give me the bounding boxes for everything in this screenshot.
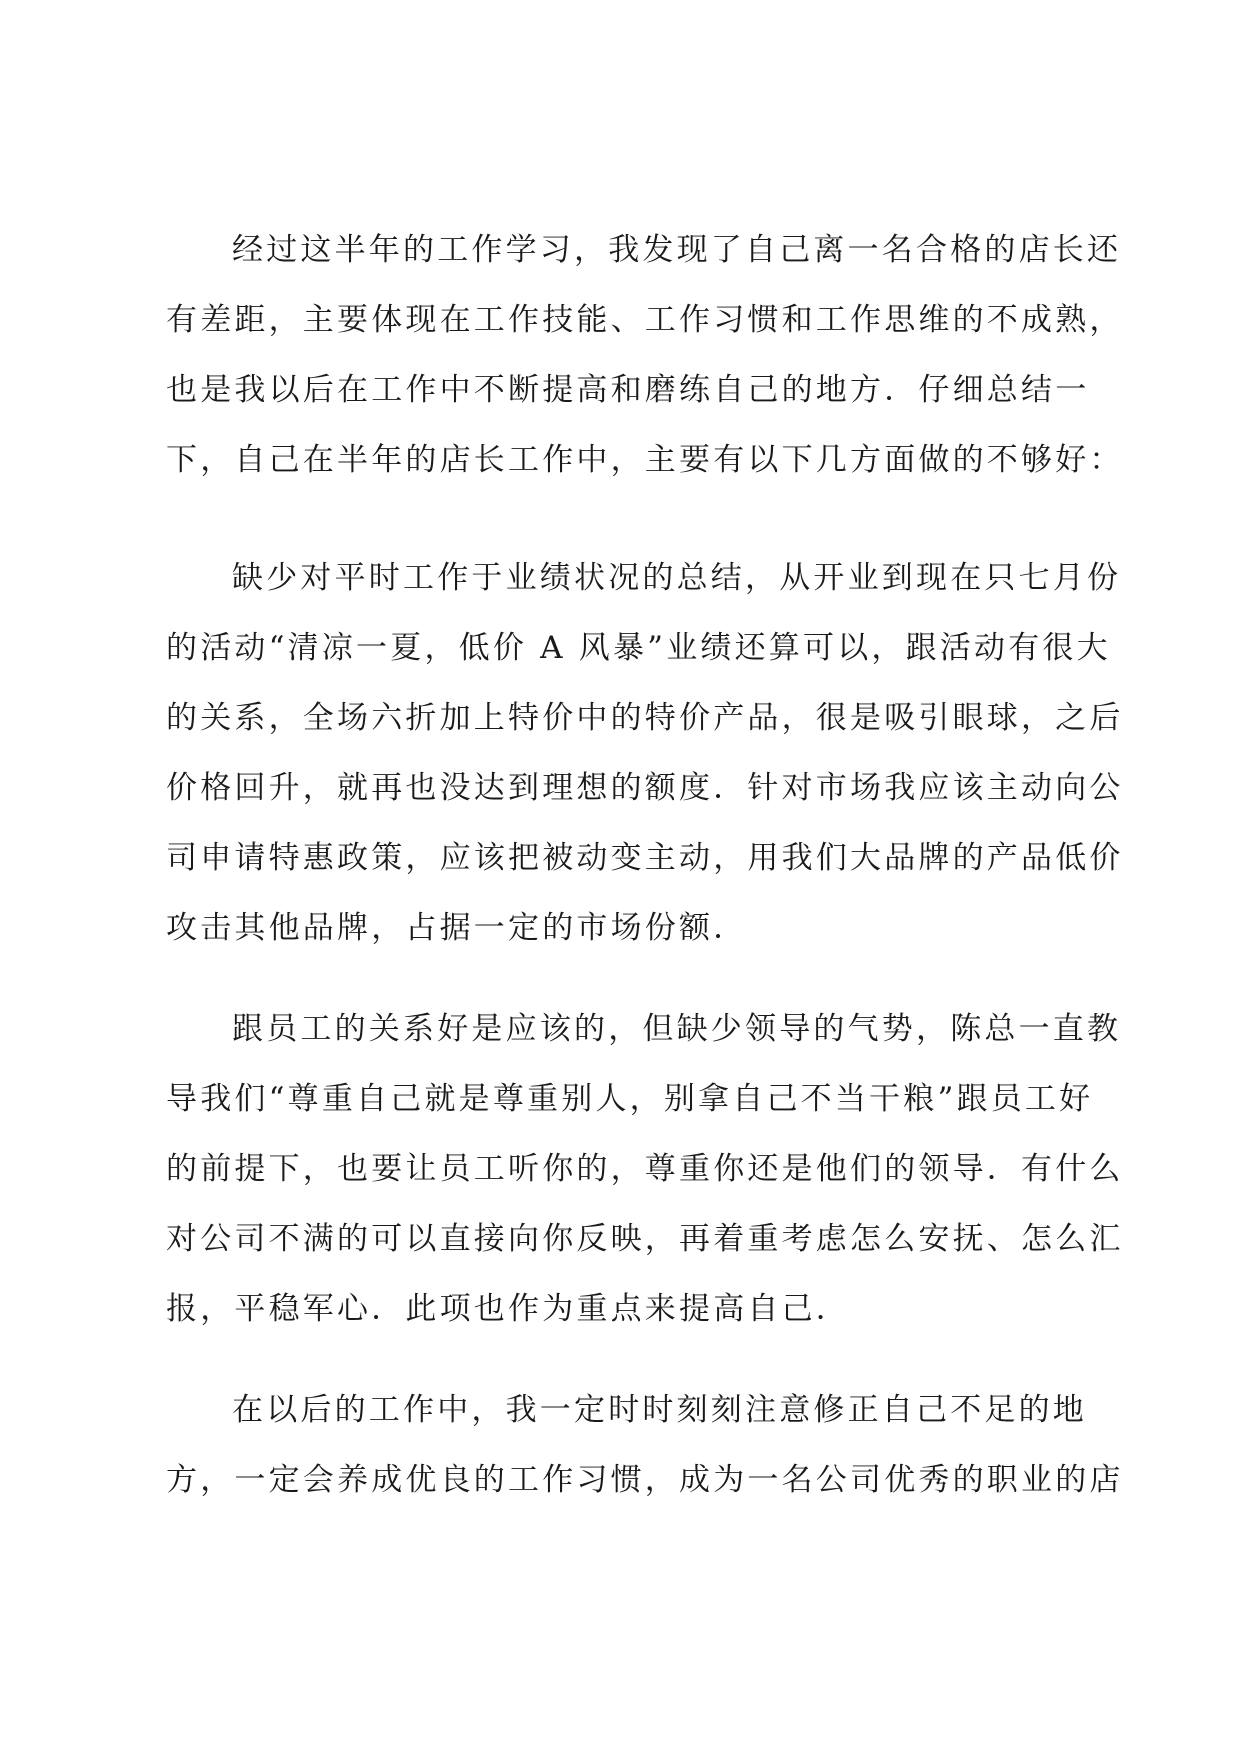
text-line: 在以后的工作中，我一定时时刻刻注意修正自己不足的地 xyxy=(232,1392,1087,1428)
text-line: 下，自己在半年的店长工作中，主要有以下几方面做的不够好： xyxy=(166,442,1124,478)
text-line: 跟员工的关系好是应该的，但缺少领导的气势，陈总一直教 xyxy=(232,1011,1122,1047)
text-line: 导我们“尊重自己就是尊重别人，别拿自己不当干粮”跟员工好 xyxy=(166,1081,1094,1117)
text-line: 经过这半年的工作学习，我发现了自己离一名合格的店长还 xyxy=(232,232,1122,268)
text-line: 方，一定会养成优良的工作习惯，成为一名公司优秀的职业的店 xyxy=(166,1462,1124,1498)
paragraph-self-assessment xyxy=(166,215,1124,495)
paragraph-performance-summary xyxy=(166,543,1124,963)
text-line: 缺少对平时工作于业绩状况的总结，从开业到现在只七月份 xyxy=(232,560,1122,596)
text-line: 的前提下，也要让员工听你的，尊重你还是他们的领导．有什么 xyxy=(166,1151,1124,1187)
text-line: 的关系，全场六折加上特价中的特价产品，很是吸引眼球，之后 xyxy=(166,700,1124,736)
text-line: 攻击其他品牌，占据一定的市场份额． xyxy=(166,910,748,946)
text-line: 对公司不满的可以直接向你反映，再着重考虑怎么安抚、怎么汇 xyxy=(166,1221,1124,1257)
paragraph-staff-relations xyxy=(166,994,1124,1344)
paragraph-future-plan xyxy=(166,1375,1124,1515)
text-line: 的活动“清凉一夏，低价 A 风暴”业绩还算可以，跟活动有很大 xyxy=(166,630,1111,666)
text-line: 有差距，主要体现在工作技能、工作习惯和工作思维的不成熟， xyxy=(166,302,1124,338)
text-line: 也是我以后在工作中不断提高和磨练自己的地方．仔细总结一 xyxy=(166,372,1090,408)
text-line: 报，平稳军心．此项也作为重点来提高自己． xyxy=(166,1291,850,1327)
text-line: 司申请特惠政策，应该把被动变主动，用我们大品牌的产品低价 xyxy=(166,840,1124,876)
text-line: 价格回升，就再也没达到理想的额度．针对市场我应该主动向公 xyxy=(166,770,1124,806)
